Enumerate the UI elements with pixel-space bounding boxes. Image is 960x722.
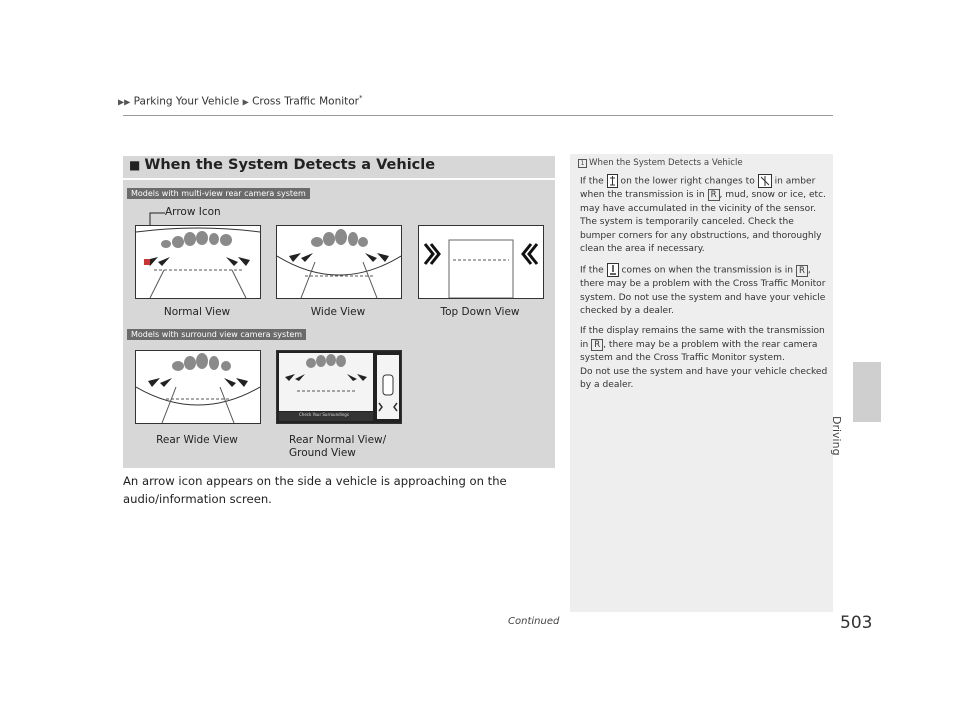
- gear-r-icon: R: [708, 189, 720, 201]
- sidebar-body: [580, 174, 828, 399]
- sidebar-title: [578, 158, 743, 168]
- page-number: 503: [840, 613, 873, 633]
- crossed-indicator-icon: [758, 174, 772, 188]
- figure-panel: [123, 180, 555, 468]
- screen-banner: Check Your Surroundings: [299, 412, 349, 417]
- p1-c: in amber when the transmission is in: [580, 176, 816, 201]
- header-rule: [123, 115, 833, 116]
- p1-b: on the lower right changes to: [620, 176, 755, 187]
- rear-normal-view-image: [276, 350, 402, 424]
- breadcrumb-arrow-icon: ▶▶: [118, 97, 131, 107]
- p3-a: If the display remains the same with the transmission in: [580, 325, 825, 350]
- sidebar-notes: [570, 154, 833, 612]
- sidebar-paragraph-2: [580, 263, 828, 319]
- camera-view-graphic: [277, 226, 401, 298]
- sidebar-title-text: When the System Detects a Vehicle: [589, 158, 743, 168]
- camera-view-graphic: [136, 351, 260, 423]
- continued-label: Continued: [508, 616, 560, 627]
- caption-rear-wide-view: Rear Wide View: [156, 434, 238, 446]
- pedestrian-indicator-icon: [607, 174, 618, 188]
- warning-indicator-icon: [607, 263, 619, 277]
- camera-view-graphic: [136, 226, 260, 298]
- heading-title: When the System Detects a Vehicle: [144, 157, 436, 173]
- p1-a: If the: [580, 176, 604, 187]
- label-multi-view: Models with multi-view rear camera system: [127, 188, 310, 199]
- caption-rear-normal-view: [289, 434, 386, 460]
- p1-d: , mud, snow or ice, etc. may have accumulated in the vicinity of the sensor. The system is temporarily canceled. Check the bumper corners for any obstructions, and thoroughly clean the area if necessary.: [580, 190, 827, 255]
- caption-rear-normal-line2: Ground View: [289, 447, 356, 459]
- camera-view-graphic: [419, 226, 543, 298]
- gear-r-icon: R: [796, 265, 808, 277]
- asterisk-mark: *: [359, 94, 363, 102]
- caption-normal-view: Normal View: [163, 306, 231, 318]
- caption-rear-normal-line1: Rear Normal View/: [289, 434, 387, 446]
- label-surround-view: Models with surround view camera system: [127, 329, 306, 340]
- section-heading-text: [129, 157, 435, 173]
- body-paragraph: An arrow icon appears on the side a vehicle is approaching on the audio/information screen.: [123, 474, 507, 506]
- rear-wide-view-image: [135, 350, 261, 424]
- p3-b: , there may be a problem with the rear camera system and the Cross Traffic Monitor system.: [580, 339, 818, 364]
- top-down-view-image: [418, 225, 544, 299]
- note-marker-icon: 1: [578, 159, 587, 168]
- caption-top-down-view: Top Down View: [440, 306, 520, 318]
- breadcrumb-part2: Cross Traffic Monitor: [252, 95, 359, 108]
- chapter-tab-label: Driving: [830, 416, 843, 456]
- sidebar-paragraph-1: [580, 174, 828, 257]
- wide-view-image: [276, 225, 402, 299]
- breadcrumb-part1: Parking Your Vehicle: [133, 95, 240, 108]
- arrow-icon-callout: Arrow Icon: [165, 206, 221, 218]
- p2-a: If the: [580, 265, 604, 276]
- p2-b: comes on when the transmission is in: [621, 265, 794, 276]
- breadcrumb-arrow-icon: ▶: [242, 97, 249, 107]
- sidebar-paragraph-3: [580, 325, 828, 393]
- p2-c: , there may be a problem with the Cross Traffic Monitor system. Do not use the system and have your vehicle checked by a dealer.: [580, 265, 826, 317]
- p3-c: Do not use the system and have your vehicle checked by a dealer.: [580, 366, 828, 391]
- gear-r-icon: R: [591, 339, 603, 351]
- heading-marker: ■: [129, 158, 141, 172]
- chapter-tab: [853, 362, 881, 422]
- normal-view-image: [135, 225, 261, 299]
- breadcrumb: [118, 94, 363, 108]
- section-heading: [123, 156, 555, 178]
- caption-wide-view: Wide View: [310, 306, 366, 318]
